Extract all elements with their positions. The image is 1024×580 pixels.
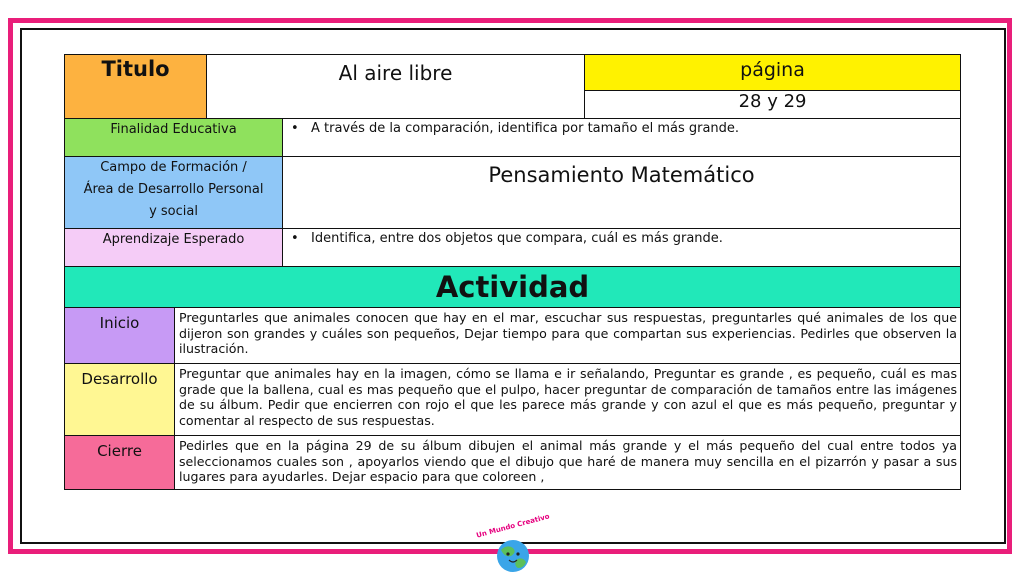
campo-label (65, 157, 283, 229)
bullet-icon: • (291, 231, 299, 246)
pagina-label: página (585, 55, 961, 91)
finalidad-text-content: A través de la comparación, identifica por tamaño el más grande. (311, 121, 740, 136)
aprendizaje-label: Aprendizaje Esperado (65, 229, 283, 267)
lesson-plan-table (64, 54, 961, 490)
logo-text: Un Mundo Creativo (475, 512, 551, 540)
campo-label-line: Área de Desarrollo Personal (83, 182, 264, 197)
aprendizaje-text-content: Identifica, entre dos objetos que compara, cuál es más grande. (311, 231, 723, 246)
aprendizaje-text (283, 229, 961, 267)
desarrollo-label: Desarrollo (65, 364, 175, 436)
finalidad-text (283, 119, 961, 157)
titulo-label: Titulo (65, 55, 207, 119)
inicio-label: Inicio (65, 308, 175, 364)
actividad-heading: Actividad (65, 267, 961, 308)
inicio-text: Preguntarles que animales conocen que hay en el mar, escuchar sus respuestas, preguntarles qué animales de los que dijeron son grandes y cuáles son pequeños, Dejar tiempo para que compartan sus experiencias. Pedirles que observen la ilustración. (175, 308, 961, 364)
campo-value: Pensamiento Matemático (283, 157, 961, 229)
cierre-text: Pedirles que en la página 29 de su álbum dibujen el animal más grande y el más pequeño del cual entre todos ya seleccionamos cuales son , apoyarlos viendo que el dibujo que haré de manera muy sencilla en el pizarrón y pasar a sus lugares para ayudarles. Dejar espacio para que coloreen , (175, 436, 961, 490)
desarrollo-text: Preguntar que animales hay en la imagen, cómo se llama e ir señalando, Preguntar es grande , es pequeño, cuál es mas grade que la ballena, cual es mas pequeño que el pulpo, hacer preguntar de comparación de tamaños entre las imágenes de su álbum. Pedir que encierren con rojo el que les parece más grande y con azul el que es más pequeño, preguntar y comentar al respecto de sus respuestas. (175, 364, 961, 436)
cierre-label: Cierre (65, 436, 175, 490)
campo-label-line: y social (149, 204, 198, 219)
bullet-icon: • (291, 121, 299, 136)
titulo-value: Al aire libre (207, 55, 585, 119)
brand-logo (468, 512, 558, 576)
campo-label-line: Campo de Formación / (100, 160, 247, 175)
pagina-value: 28 y 29 (585, 91, 961, 119)
finalidad-label: Finalidad Educativa (65, 119, 283, 157)
